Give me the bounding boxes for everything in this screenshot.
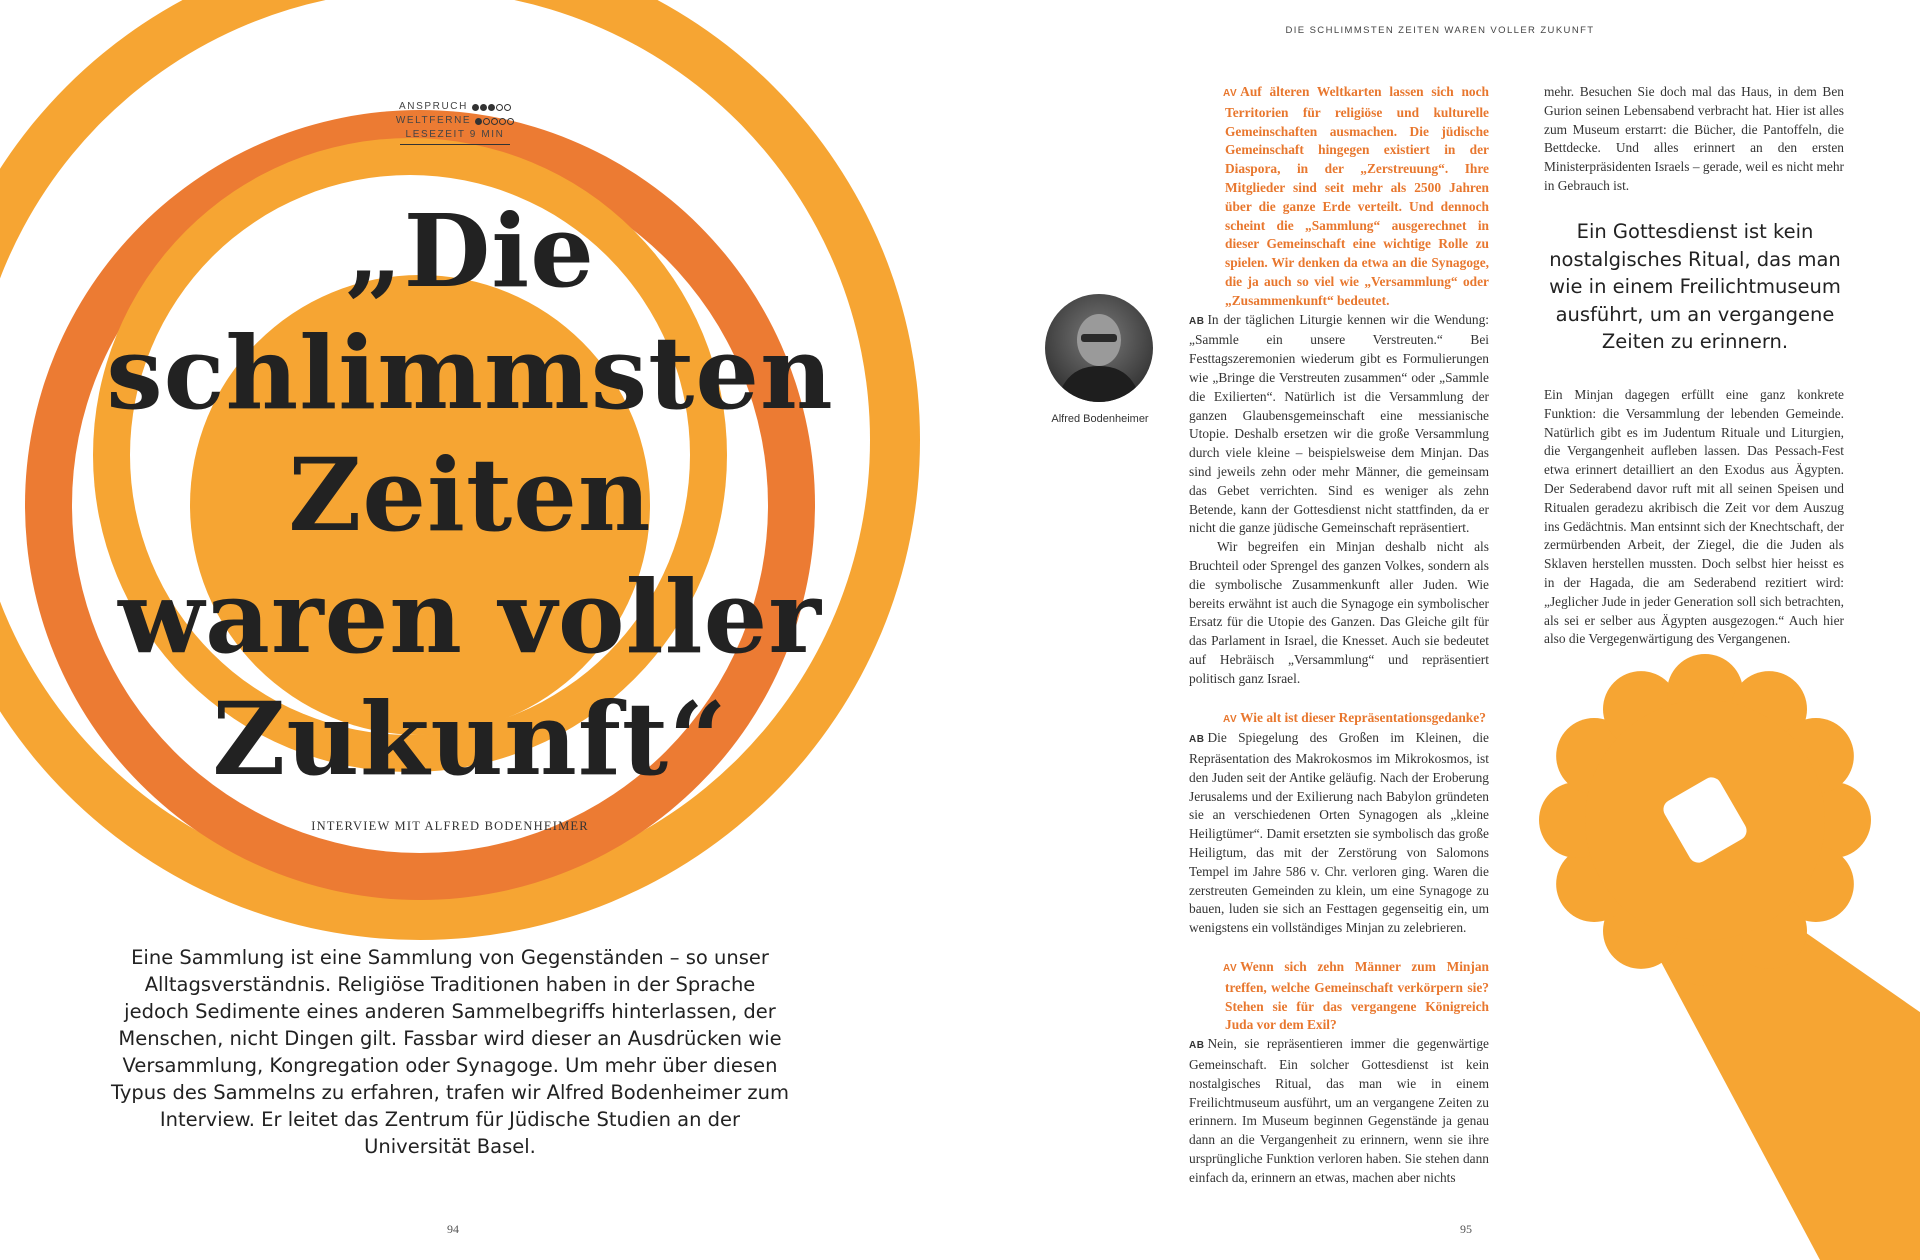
answer-1-continued: Wir begreifen ein Minjan deshalb nicht als Bruchteil oder Sprengel des ganzen Volkes, sondern als die symbolische Zusammenkunft aller Juden. Wie bereits erwähnt ist auch die Synagoge ein symbolischer Ersatz für die Utopie des Ganzen. Das Gleiche gilt für das Parlament in Israel, die Knesset. Auch sie bedeutet auf Hebräisch „Versammlung“ und repräsentiert politisch ganz Israel. <box>1189 539 1489 686</box>
rating-dots-anspruch <box>472 104 511 111</box>
badge-divider <box>400 144 510 145</box>
paragraph-gap <box>1189 689 1489 709</box>
portrait-silhouette <box>1045 294 1153 402</box>
portrait-photo <box>1045 294 1153 402</box>
dot-empty <box>483 118 490 125</box>
dot-empty <box>496 104 503 111</box>
paragraph-gap <box>1189 938 1489 958</box>
question-3 <box>1189 958 1489 1035</box>
dot-filled <box>472 104 479 111</box>
headline-line-3: Zeiten <box>288 436 652 554</box>
page-number-left: 94 <box>447 1222 459 1236</box>
text-column-2-lower <box>1544 386 1844 649</box>
reading-info-badge <box>380 100 530 145</box>
text-column-1 <box>1189 83 1489 1188</box>
answer-2-text: Die Spiegelung des Großen im Kleinen, die Repräsentation des Makrokosmos im Mikrokosmos, ist den Juden seit der Antike geläufig. Nach der Eroberung Jerusalems und der Exilierung nach Babylon gründeten sie an verschiedenen Orten Synagogen als „kleine Heiligtümer“. Damit ersetzten sie symbolisch das große Heiligtum, das mit der Zerstörung von Salomons Tempel im Jahre 586 v. Chr. verloren ging. Waren die zerstreuten Gemeinden zu klein, um eine Synagoge zu bauen, luden sie sich an Festtagen gegenseitig ein, um wenigstens ein vollständiges Minjan zu zelebrieren. <box>1189 730 1489 936</box>
right-page <box>960 0 1920 1260</box>
dot-empty <box>507 118 514 125</box>
dot-empty <box>504 104 511 111</box>
question-2-text: Wie alt ist dieser Repräsentationsgedanke? <box>1240 709 1486 725</box>
pull-quote: Ein Gottesdienst ist kein nostalgisches Ritual, das man wie in einem Freilichtmuseum ausführt, um an vergangene Zeiten zu erinnern. <box>1549 220 1841 353</box>
question-1-text: Auf älteren Weltkarten lassen sich noch Territorien für religiöse und kulturelle Gemeinschaften ausmachen. Die jüdische Gemeinschaft hingegen existiert in der Diaspora, in der „Zerstreuung“. Ihre Mitglieder sind seit mehr als 2500 Jahren über die ganze Erde verteilt. Und dennoch scheint die „Sammlung“ ausgerechnet in dieser Gemeinschaft eine wichtige Rolle zu spielen. Wir denken da etwa an die Synagoge, die ja auch so viel wie „Versammlung“ oder „Zusammenkunft“ bedeutet. <box>1225 84 1489 308</box>
badge-reading-time: LESEZEIT 9 MIN <box>405 129 505 140</box>
question-2 <box>1189 709 1489 730</box>
badge-label-anspruch: ANSPRUCH <box>399 101 468 112</box>
running-head: DIE SCHLIMMSTEN ZEITEN WAREN VOLLER ZUKUNFT <box>1285 25 1595 36</box>
badge-row-anspruch <box>380 100 530 114</box>
byline: INTERVIEW MIT ALFRED BODENHEIMER <box>311 819 589 833</box>
dot-empty <box>499 118 506 125</box>
portrait-caption: Alfred Bodenheimer <box>1051 413 1149 425</box>
dot-filled <box>488 104 495 111</box>
tag-ab: AB <box>1189 1040 1205 1052</box>
tag-av: AV <box>1223 88 1238 99</box>
question-1 <box>1189 83 1489 311</box>
tag-av: AV <box>1223 713 1238 725</box>
headline-line-2: schlimmsten <box>106 314 834 432</box>
intro-paragraph: Eine Sammlung ist eine Sammlung von Gegenständen – so unser Alltagsverständnis. Religiöse Traditionen haben in der Sprache jedoch Sedimente eines anderen Sammelbegriffs hinterlassen, der Menschen, nicht Dingen gilt. Fassbar wird dieser an Ausdrücken wie Versammlung, Kongregation oder Synagoge. Um mehr über diesen Typus des Sammelns zu erfahren, trafen wir Alfred Bodenheimer zum Interview. Er leitet das Zentrum für Jüdische Studien an der Universität Basel. <box>110 946 790 1158</box>
answer-1-text: In der täglichen Liturgie kennen wir die Wendung: „Sammle ein unsere Verstreuten.“ Bei Festtagszeremonien wiederum gibt es Formulierungen wie „Bringe die Verstreuten zusammen“ oder „Sammle die Exilierten“. Natürlich ist die Versammlung der ganzen Glaubensgemeinschaft eine messianische Utopie. Deshalb ersetzen wir die große Versammlung durch viele kleine – beispielsweise dem Minjan. Das sind jeweils zehn oder mehr Männer, die gemeinsam das Gebet verrichten. Sind es weniger als zehn Betende, kann der Gottesdienst nicht stattfinden, da er nicht die ganze jüdische Gemeinschaft repräsentiert. <box>1189 311 1489 536</box>
answer-1 <box>1189 311 1489 539</box>
dot-empty <box>491 118 498 125</box>
rating-dots-weltferne <box>475 118 514 125</box>
tag-ab: AB <box>1189 734 1205 746</box>
column-2-paragraph-1: mehr. Besuchen Sie doch mal das Haus, in dem Ben Gurion seinen Lebensabend verbracht hat. Hier ist alles zum Museum erstarrt: die Bücher, die Pantoffeln, die Bettdecke. Und alles erinnert an den ersten Ministerpräsidenten Israels – gerade, weil es nicht mehr in Gebrauch ist. <box>1544 84 1844 193</box>
page-number-right: 95 <box>1460 1222 1472 1236</box>
headline-line-5: Zukunft“ <box>212 680 728 798</box>
tag-av: AV <box>1223 963 1238 975</box>
answer-2 <box>1189 729 1489 938</box>
headline <box>60 190 880 800</box>
dot-filled <box>475 118 482 125</box>
answer-3-text: Nein, sie repräsentieren immer die gegenwärtige Gemeinschaft. Ein solcher Gottesdienst ist kein nostalgisches Ritual, das man wie in einem Freilichtmuseum ausführt, um an vergangene Zeiten zu erinnern. Im Museum beginnen Gegenstände ja genau dann an die Vergangenheit zu erinnern, wenn sie ihre ursprüngliche Funktion verloren haben. Sie stehen dann einfach da, erinnern an etwas, machen aber nichts <box>1189 1036 1489 1185</box>
badge-label-weltferne: WELTFERNE <box>395 115 472 126</box>
badge-row-weltferne <box>380 114 530 128</box>
headline-line-4: waren voller <box>118 558 822 676</box>
answer-3 <box>1189 1035 1489 1187</box>
question-3-text: Wenn sich zehn Männer zum Minjan treffen, welche Gemeinschaft verkörpern sie? Stehen sie für das vergangene Königreich Juda vor dem Exil? <box>1225 959 1489 1033</box>
text-column-2 <box>1544 83 1844 196</box>
dot-filled <box>480 104 487 111</box>
headline-line-1: „Die <box>345 192 595 310</box>
column-2-paragraph-2: Ein Minjan dagegen erfüllt eine ganz konkrete Funktion: die Versammlung der lebenden Gemeinde. Natürlich gibt es im Judentum Rituale und Liturgien, die Vergangenheit aufleben lassen. Das Pessach-Fest etwa erinnert detailliert an den Exodus aus Ägypten. Der Sederabend davor ruft mit all seinen Speisen und Ritualen geradezu akribisch die Zeit vor dem Auszug ins Gedächtnis. Man entsinnt sich der Knechtschaft, der zermürbenden Arbeit, der Ziegel, die die Juden als Sklaven herstellen mussten. Doch selbst hier heisst es in der Hagada, die am Sederabend rezitiert wird: „Jeglicher Jude in jeder Generation soll sich betrachten, als sei er selber aus Ägypten ausgezogen.“ Auch hier also die Vergegenwärtigung des Vergangenen. <box>1544 387 1844 647</box>
tag-ab: AB <box>1189 315 1205 327</box>
